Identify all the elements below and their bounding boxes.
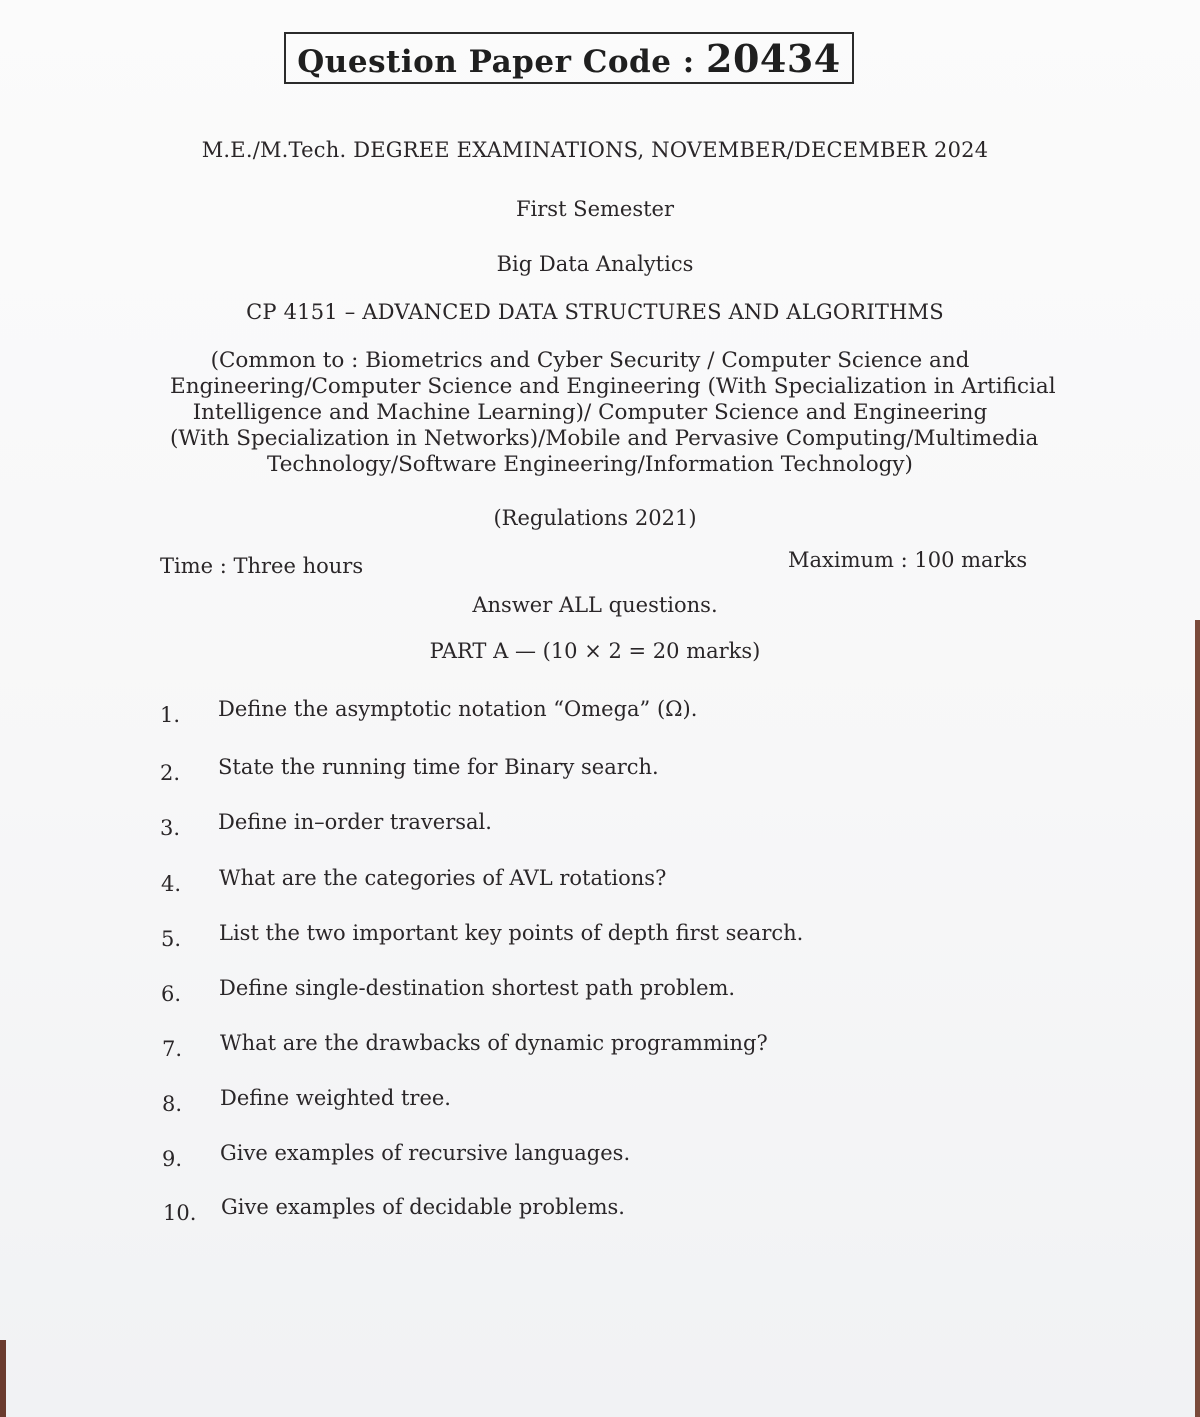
question-number: 7. <box>162 1037 183 1061</box>
common-to-line: (Common to : Biometrics and Cyber Security / Computer Science and <box>210 348 970 373</box>
part-a-heading: PART A — (10 × 2 = 20 marks) <box>429 639 761 663</box>
common-to-line: Engineering/Computer Science and Engineering (With Specialization in Artificial <box>170 374 1056 399</box>
background-edge <box>1195 620 1200 1417</box>
question-number: 6. <box>161 982 182 1006</box>
question-paper-code-box <box>284 32 854 84</box>
question-text: What are the drawbacks of dynamic programming? <box>220 1031 768 1055</box>
question-number: 1. <box>160 703 181 727</box>
common-to-line: Intelligence and Machine Learning)/ Computer Science and Engineering <box>192 400 988 425</box>
semester: First Semester <box>515 197 675 221</box>
question-paper-code-label: Question Paper Code : <box>297 44 695 80</box>
question-text: Define the asymptotic notation “Omega” (Ω). <box>218 697 698 721</box>
time-allowed: Time : Three hours <box>160 554 364 578</box>
question-number: 9. <box>162 1147 183 1171</box>
common-to-line: Technology/Software Engineering/Information Technology) <box>267 452 913 477</box>
question-number: 10. <box>163 1201 197 1225</box>
background-edge <box>0 1340 6 1417</box>
maximum-marks: Maximum : 100 marks <box>788 548 1028 572</box>
question-number: 4. <box>161 872 182 896</box>
course-title: CP 4151 – ADVANCED DATA STRUCTURES AND ALGORITHMS <box>246 300 944 324</box>
question-text: Give examples of decidable problems. <box>221 1195 625 1219</box>
question-text: Define in–order traversal. <box>218 810 492 834</box>
question-number: 8. <box>162 1092 183 1116</box>
question-number: 2. <box>160 761 181 785</box>
question-text: Give examples of recursive languages. <box>220 1141 631 1165</box>
exam-title: M.E./M.Tech. DEGREE EXAMINATIONS, NOVEMBER/DECEMBER 2024 <box>201 138 989 162</box>
programme: Big Data Analytics <box>496 252 694 276</box>
question-number: 5. <box>161 927 182 951</box>
question-text: What are the categories of AVL rotations? <box>219 866 667 890</box>
common-to-block <box>170 348 1056 478</box>
common-to-line: (With Specialization in Networks)/Mobile and Pervasive Computing/Multimedia <box>170 426 1039 451</box>
question-paper-code-number: 20434 <box>706 36 841 81</box>
regulations: (Regulations 2021) <box>493 506 697 530</box>
instruction: Answer ALL questions. <box>472 593 718 617</box>
question-text: List the two important key points of depth first search. <box>219 921 804 945</box>
question-text: State the running time for Binary search. <box>218 755 659 779</box>
question-text: Define single-destination shortest path problem. <box>219 976 736 1000</box>
question-number: 3. <box>160 816 181 840</box>
question-text: Define weighted tree. <box>220 1086 451 1110</box>
